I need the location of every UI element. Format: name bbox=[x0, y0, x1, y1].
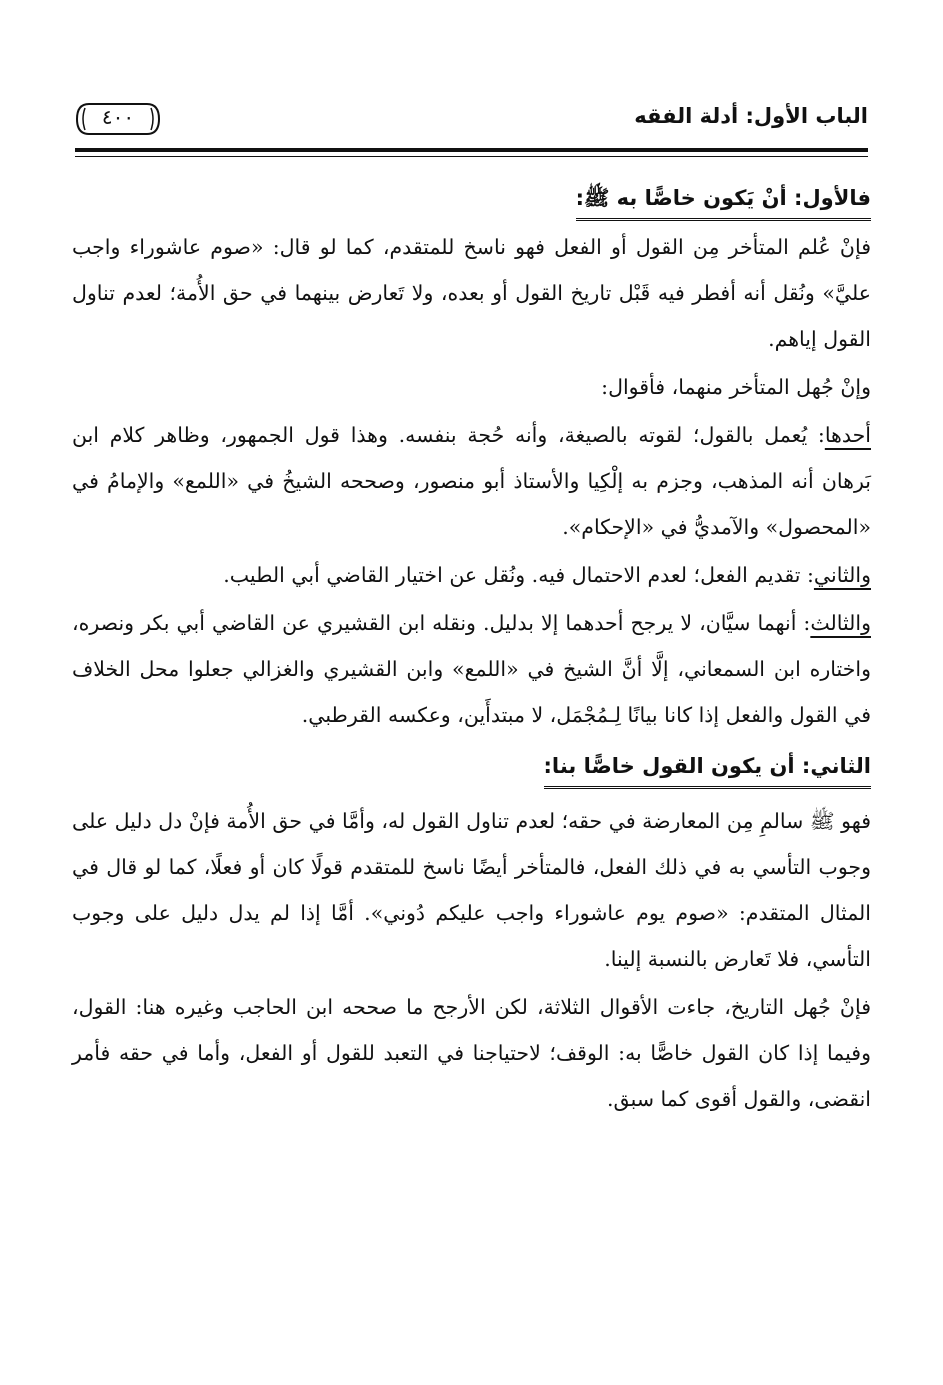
opinion-label: أحدها bbox=[824, 423, 871, 447]
paragraph: فإنْ عُلم المتأخر مِن القول أو الفعل فهو ناسخ للمتقدم، كما لو قال: «صوم عاشوراء واجب عليَّ» ونُقل أنه أفطر فيه قَبْل تاريخ القول أو بعده، ولا تَعارض بينهما في حق الأُمة؛ لعدم تناول القول إياهم. bbox=[72, 235, 871, 351]
opinion-text: : يُعمل بالقول؛ لقوته بالصيغة، وأنه حُجة بنفسه. وهذا قول الجمهور، وظاهر كلام ابن بَرهان أنه المذهب، وجزم به إلْكِيا والأستاذ أبو منصور، وصححه الشيخُ في «اللمع» والإمامُ في «المحصول» والآمديُّ في «الإحكام». bbox=[72, 423, 871, 539]
opinion-first bbox=[72, 412, 871, 550]
opinion-label: والثاني bbox=[813, 563, 871, 587]
section-heading-second bbox=[72, 740, 871, 792]
opinion-text: : تقديم الفعل؛ لعدم الاحتمال فيه. ونُقل عن اختيار القاضي أبي الطيب. bbox=[223, 563, 814, 587]
page-number: ٤٠٠ bbox=[101, 105, 135, 129]
paragraph: وإنْ جُهل المتأخر منهما، فأقوال: bbox=[601, 375, 871, 399]
opinion-third bbox=[72, 600, 871, 738]
running-header bbox=[75, 100, 868, 146]
page-number-badge bbox=[75, 100, 161, 138]
section-heading-first bbox=[72, 172, 871, 224]
header-rule-thick bbox=[75, 148, 868, 152]
paragraph: فإنْ جُهل التاريخ، جاءت الأقوال الثلاثة، لكن الأرجح ما صححه ابن الحاجب وغيره هنا: القول، وفيما إذا كان القول خاصًّا به: الوقف؛ لاحتياجنا في التعبد للقول أو الفعل، وأما في حقه فأمر انقضى، والقول أقوى كما سبق. bbox=[72, 995, 871, 1111]
section-heading-second-text: الثاني: أن يكون القول خاصًّا بنا: bbox=[544, 748, 871, 789]
section-heading-first-text: فالأول: أنْ يَكون خاصًّا به ﷺ: bbox=[576, 180, 871, 221]
header-rule-thin bbox=[75, 156, 868, 157]
page-body bbox=[72, 172, 871, 1124]
chapter-title: الباب الأول: أدلة الفقه bbox=[634, 104, 868, 128]
paragraph: فهو ﷺ سالمِ مِن المعارضة في حقه؛ لعدم تناول القول له، وأمَّا في حق الأُمة فإنْ دل دليل على وجوب التأسي به في ذلك الفعل، فالمتأخر أيضًا ناسخ للمتقدم قولًا كان أو فعلًا، كما لو قال في المثال المتقدم: «صوم يوم عاشوراء واجب عليكم دُوني». أمَّا إذا لم يدل دليل على وجوب التأسي، فلا تَعارض بالنسبة إلينا. bbox=[72, 809, 871, 971]
opinion-text: : أنهما سيَّان، لا يرجح أحدهما إلا بدليل. ونقله ابن القشيري عن القاضي أبي بكر ونصره، واختاره ابن السمعاني، إلَّا أنَّ الشيخ في «اللمع» وابن القشيري والغزالي جعلوا محل الخلاف في القول والفعل إذا كانا بيانًا لِـمُجْمَل، لا مبتدأَين، وعكسه القرطبي. bbox=[72, 611, 871, 727]
opinion-label: والثالث bbox=[810, 611, 871, 635]
opinion-second bbox=[72, 552, 871, 598]
